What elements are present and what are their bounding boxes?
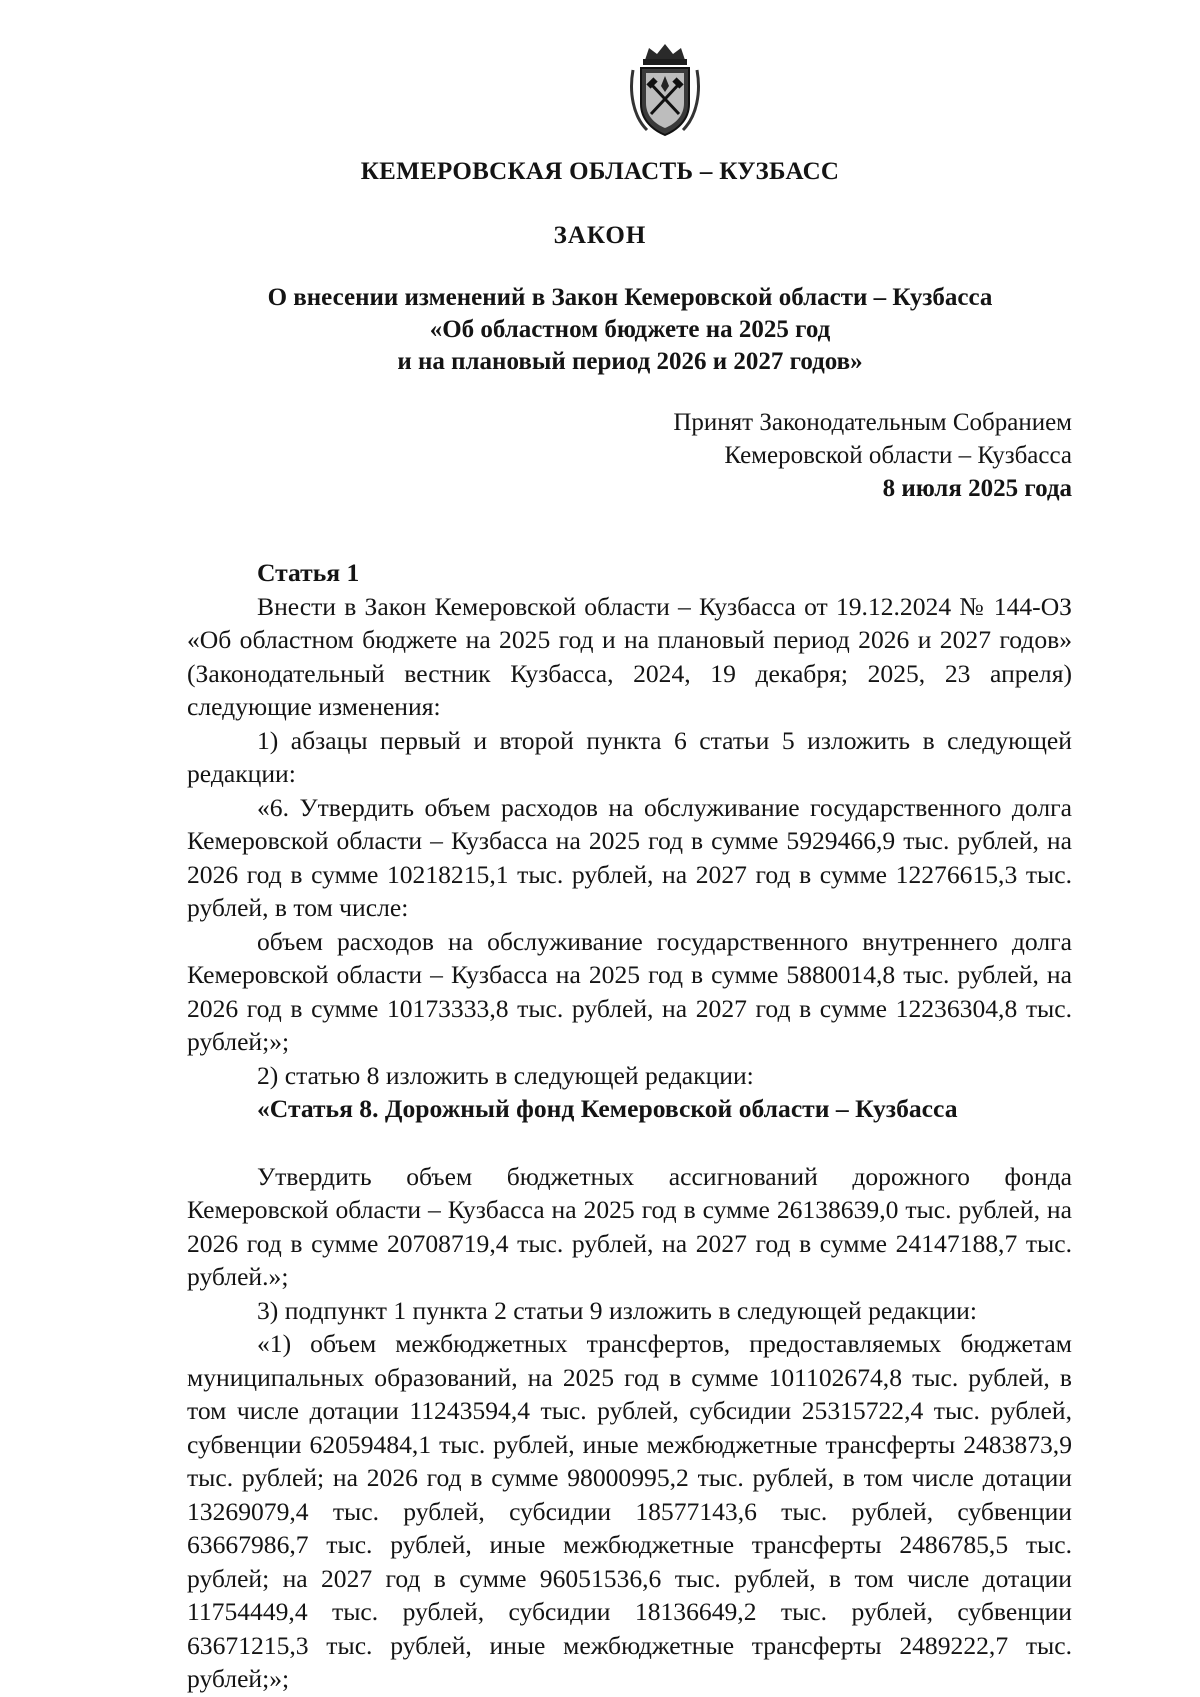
amendment-item-1: 1) абзацы первый и второй пункта 6 статьи 5 изложить в следующей редакции: bbox=[187, 725, 1072, 788]
amendment-item-3: 3) подпункт 1 пункта 2 статьи 9 изложить в следующей редакции: bbox=[257, 1295, 977, 1325]
article-1 bbox=[187, 556, 1072, 1696]
amendment-item-1-text-a: «6. Утвердить объем расходов на обслуживание государственного долга Кемеровской области – Кузбасса на 2025 год в сумме 5929466,9 тыс. рублей, на 2026 год в сумме 10218215,1 тыс. рублей, на 2027 год в сумме 12276615,3 тыс. рублей, в том числе: bbox=[187, 792, 1072, 922]
paragraph-gap bbox=[187, 1126, 1072, 1160]
kuzbass-coat-of-arms-icon bbox=[627, 42, 703, 138]
document-type: ЗАКОН bbox=[553, 222, 647, 249]
adoption-line-1: Принят Законодательным Собранием bbox=[673, 409, 1072, 436]
article-8-heading: «Статья 8. Дорожный фонд Кемеровской области – Кузбасса bbox=[257, 1094, 958, 1123]
law-title-line-3: и на плановый период 2026 и 2027 годов» bbox=[397, 348, 863, 375]
region-name: КЕМЕРОВСКАЯ ОБЛАСТЬ – КУЗБАСС bbox=[360, 158, 840, 185]
amendment-item-1-text-b: объем расходов на обслуживание государственного внутреннего долга Кемеровской области – Кузбасса на 2025 год в сумме 5880014,8 тыс. рублей, на 2026 год в сумме 10173333,8 тыс. рублей, на 2027 год в сумме 12236304,8 тыс. рублей;»; bbox=[187, 926, 1072, 1056]
law-title-line-1: О внесении изменений в Закон Кемеровской области – Кузбасса bbox=[267, 284, 993, 311]
adoption-block bbox=[673, 406, 1072, 505]
adoption-line-2: Кемеровской области – Кузбасса bbox=[724, 442, 1072, 469]
amendment-item-2: 2) статью 8 изложить в следующей редакции: bbox=[257, 1060, 754, 1090]
amendment-item-3-text: «1) объем межбюджетных трансфертов, предоставляемых бюджетам муниципальных образований, на 2025 год в сумме 101102674,8 тыс. рублей, в том числе дотации 11243594,4 тыс. рублей, субсидии 25315722,4 тыс. рублей, субвенции 62059484,1 тыс. рублей, иные межбюджетные трансферты 2483873,9 тыс. рублей; на 2026 год в сумме 98000995,2 тыс. рублей, в том числе дотации 13269079,4 тыс. рублей, субсидии 18577143,6 тыс. рублей, субвенции 63667986,7 тыс. рублей, иные межбюджетные трансферты 2486785,5 тыс. рублей; на 2027 год в сумме 96051536,6 тыс. рублей, в том числе дотации 11754449,4 тыс. рублей, субсидии 18136649,2 тыс. рублей, субвенции 63671215,3 тыс. рублей, иные межбюджетные трансферты 2489222,7 тыс. рублей;»; bbox=[187, 1329, 1072, 1693]
amendment-item-2-text: Утвердить объем бюджетных ассигнований дорожного фонда Кемеровской области – Кузбасса на 2025 год в сумме 26138639,0 тыс. рублей, на 2026 год в сумме 20708719,4 тыс. рублей, на 2027 год в сумме 24147188,7 тыс. рублей.»; bbox=[187, 1161, 1072, 1291]
law-title-line-2: «Об областном бюджете на 2025 год bbox=[429, 316, 831, 343]
article-1-heading: Статья 1 bbox=[257, 558, 360, 587]
article-1-intro: Внести в Закон Кемеровской области – Кузбасса от 19.12.2024 № 144-ОЗ «Об областном бюджете на 2025 год и на плановый период 2026 и 2027 годов» (Законодательный вестник Кузбасса, 2024, 19 декабря; 2025, 23 апреля) следующие изменения: bbox=[187, 591, 1072, 721]
law-title bbox=[0, 282, 1200, 378]
adoption-date: 8 июля 2025 года bbox=[882, 475, 1072, 502]
